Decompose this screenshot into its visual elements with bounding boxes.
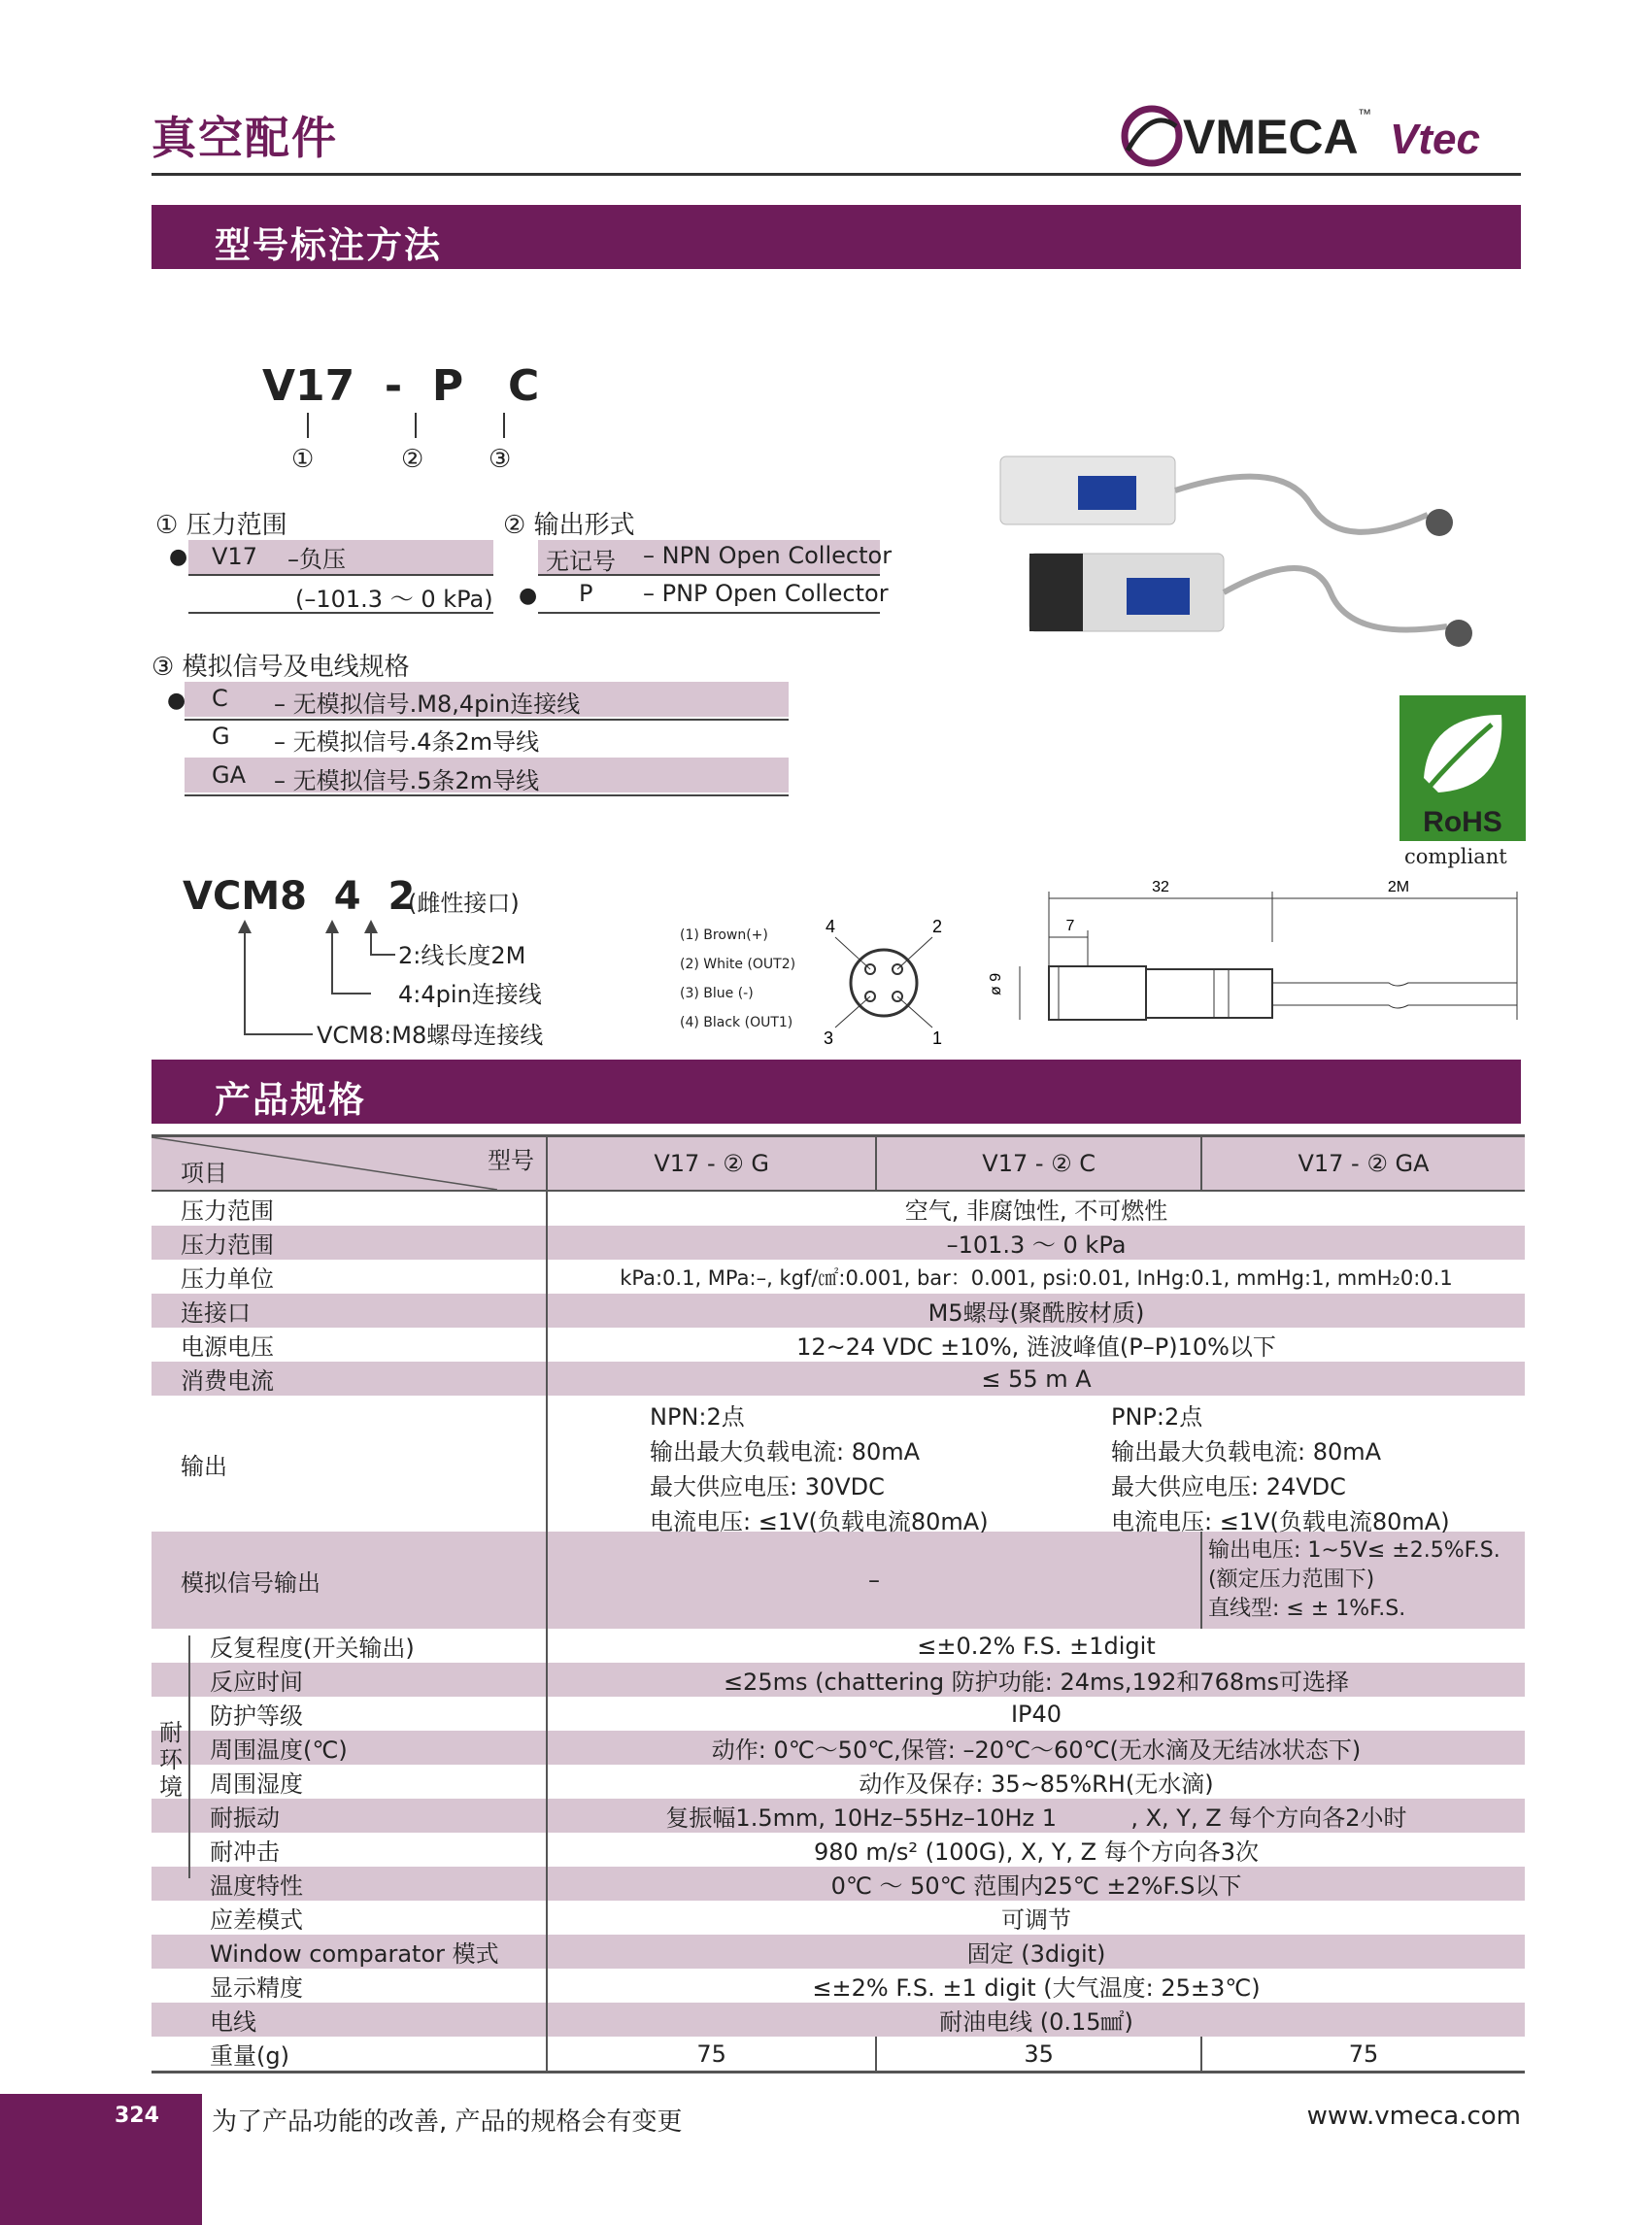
- table-row: 反复程度(开关输出) ≤±0.2% F.S. ±1digit: [152, 1629, 1525, 1663]
- section-title: 产品规格: [215, 1079, 366, 1121]
- option-desc-2: (–101.3 ～ 0 kPa): [295, 586, 493, 613]
- footer-url: www.vmeca.com: [1306, 2102, 1521, 2131]
- env-side-label: 耐环境: [159, 1719, 183, 1801]
- col-head-2: V17 - ② C: [876, 1136, 1201, 1192]
- option-desc: – 无模拟信号.5条2m导线: [274, 767, 540, 794]
- table-row-analog: 模拟信号输出 – 输出电压: 1~5V≤ ±2.5%F.S. (额定压力范围下) 直线型: ≤ ± 1%F.S.: [152, 1532, 1525, 1629]
- svg-text:3: 3: [824, 1028, 834, 1048]
- bullet-icon: ●: [167, 689, 186, 713]
- page-number: 324: [115, 2104, 159, 2128]
- table-row: 重量(g) 75 35 75: [152, 2037, 1525, 2073]
- option-divider: [188, 574, 493, 576]
- npn-output-block: NPN:2点 输出最大负载电流: 80mA 最大供应电压: 30VDC 电流电压: ≤1V(负载电流80mA): [650, 1403, 989, 1535]
- logo-swirl-icon: [1125, 109, 1179, 163]
- marker-3: ③: [489, 445, 512, 474]
- option-code: P: [579, 580, 593, 607]
- page-number-box: [0, 2094, 202, 2225]
- table-row: 应差模式 可调节: [152, 1901, 1525, 1935]
- table-row-output: 输出 NPN:2点 输出最大负载电流: 80mA 最大供应电压: 30VDC 电流电压: ≤1V(负载电流80mA) PNP:2点 输出最大负载电流: 80mA 最大供应电压: 24VDC 电流电压: ≤1V(负载电流80mA): [152, 1396, 1525, 1532]
- option-code: 无记号: [546, 548, 616, 575]
- pin-3: (3) Blue (-): [680, 986, 754, 1001]
- table-header-row: [152, 1136, 1525, 1192]
- vcm-code: VCM8 4 2: [183, 874, 416, 919]
- svg-text:2M: 2M: [1387, 879, 1410, 895]
- table-row: 压力范围 –101.3 ～ 0 kPa: [152, 1226, 1525, 1260]
- tick: [503, 413, 505, 438]
- svg-text:ø 9: ø 9: [988, 972, 1004, 995]
- svg-text:™: ™: [1358, 106, 1371, 121]
- option-desc: – PNP Open Collector: [643, 580, 889, 607]
- option-code: C: [212, 685, 228, 712]
- product-photo: [991, 447, 1496, 670]
- svg-text:32: 32: [1152, 879, 1169, 895]
- cable-dimension-drawing: [981, 874, 1525, 1049]
- table-row: 显示精度 ≤±2% F.S. ±1 digit (大气温度: 25±3℃): [152, 1969, 1525, 2003]
- table-row: 电线 耐油电线 (0.15㎟): [152, 2003, 1525, 2037]
- pin-4: (4) Black (OUT1): [680, 1015, 793, 1030]
- table-row: 耐冲击 980 m/s² (100G), X, Y, Z 每个方向各3次: [152, 1833, 1525, 1867]
- svg-text:4: 4: [826, 917, 836, 936]
- table-row: 压力范围 空气, 非腐蚀性, 不可燃性: [152, 1191, 1525, 1226]
- table-row: 周围湿度 动作及保存: 35~85%RH(无水滴): [152, 1765, 1525, 1799]
- col-head-3: V17 - ② GA: [1201, 1136, 1525, 1192]
- svg-text:RoHS: RoHS: [1423, 806, 1502, 838]
- svg-text:2: 2: [932, 917, 943, 936]
- option-desc: – 无模拟信号.4条2m导线: [274, 728, 540, 756]
- analog-wire-label: ③ 模拟信号及电线规格: [152, 653, 410, 682]
- table-row: 防护等级 IP40: [152, 1697, 1525, 1731]
- option-code: G: [212, 723, 230, 750]
- connector-pinout-icon: [806, 913, 961, 1049]
- brand-logo: [1113, 97, 1521, 170]
- table-row: 反应时间 ≤25ms (chattering 防护功能: 24ms,192和768ms可选择: [152, 1663, 1525, 1697]
- rohs-leaf-icon: [1399, 695, 1526, 841]
- table-row: 温度特性 0℃ ～ 50℃ 范围内25℃ ±2%F.S以下: [152, 1867, 1525, 1901]
- col-head-1: V17 - ② G: [547, 1136, 876, 1192]
- option-code: GA: [212, 761, 247, 789]
- pressure-range-label: ① 压力范围: [155, 511, 287, 540]
- marker-2: ②: [401, 445, 424, 474]
- section-title: 型号标注方法: [215, 224, 442, 266]
- tick: [415, 413, 417, 438]
- table-row: 耐振动 复振幅1.5mm, 10Hz–55Hz–10Hz 1 , X, Y, Z 每个方向各2小时: [152, 1799, 1525, 1833]
- svg-text:1: 1: [932, 1028, 943, 1048]
- option-code: V17: [212, 543, 257, 570]
- tick: [307, 413, 309, 438]
- vcm-line-2: 4:4pin连接线: [398, 981, 542, 1008]
- rohs-caption: compliant: [1404, 845, 1507, 868]
- pnp-output-block: PNP:2点 输出最大负载电流: 80mA 最大供应电压: 24VDC 电流电压: ≤1V(负载电流80mA): [1111, 1403, 1450, 1535]
- bullet-icon: ●: [519, 584, 538, 608]
- table-row: 消费电流 ≤ 55 m A: [152, 1362, 1525, 1396]
- spec-table: [152, 1134, 1525, 2073]
- header-corner: 型号 项目: [152, 1136, 547, 1192]
- option-desc: – 无模拟信号.M8,4pin连接线: [274, 691, 581, 718]
- output-form-label: ② 输出形式: [503, 511, 635, 540]
- section-band-model: [152, 205, 1521, 269]
- table-row: 连接口 M5螺母(聚酰胺材质): [152, 1294, 1525, 1328]
- model-code: V17 - P C: [262, 361, 540, 411]
- brand-name-2: Vtec: [1390, 116, 1480, 163]
- header-rule: [152, 173, 1521, 176]
- marker-1: ①: [291, 445, 315, 474]
- pin-2: (2) White (OUT2): [680, 957, 796, 972]
- table-row: 压力单位 kPa:0.1, MPa:–, kgf/㎠:0.001, bar：0.001, psi:0.01, InHg:0.1, mmHg:1, mmH₂0:0.1: [152, 1260, 1525, 1294]
- pinout-legend: [680, 921, 795, 1037]
- pin-1: (1) Brown(+): [680, 927, 768, 943]
- section-band-spec: [152, 1060, 1521, 1124]
- option-desc: –负压: [287, 546, 346, 573]
- vcm-line-1: 2:线长度2M: [398, 942, 526, 969]
- option-divider: [538, 612, 880, 614]
- footer-note: 为了产品功能的改善, 产品的规格会有变更: [212, 2107, 683, 2137]
- page-title: 真空配件: [152, 112, 338, 164]
- vcm-line-3: VCM8:M8螺母连接线: [317, 1022, 544, 1049]
- brand-name: VMECA: [1183, 110, 1359, 164]
- svg-text:7: 7: [1065, 918, 1075, 934]
- option-divider: [185, 719, 789, 721]
- option-desc: – NPN Open Collector: [643, 542, 893, 569]
- table-row: 电源电压 12~24 VDC ±10%, 涟波峰值(P–P)10%以下: [152, 1328, 1525, 1362]
- table-row: 周围温度(℃) 动作: 0℃～50℃,保管: –20℃～60℃(无水滴及无结冰状态下): [152, 1731, 1525, 1765]
- table-row: Window comparator 模式 固定 (3digit): [152, 1935, 1525, 1969]
- bullet-icon: ●: [169, 545, 188, 569]
- vcm-note: (雌性接口): [408, 890, 520, 917]
- env-bracket: [188, 1635, 190, 1878]
